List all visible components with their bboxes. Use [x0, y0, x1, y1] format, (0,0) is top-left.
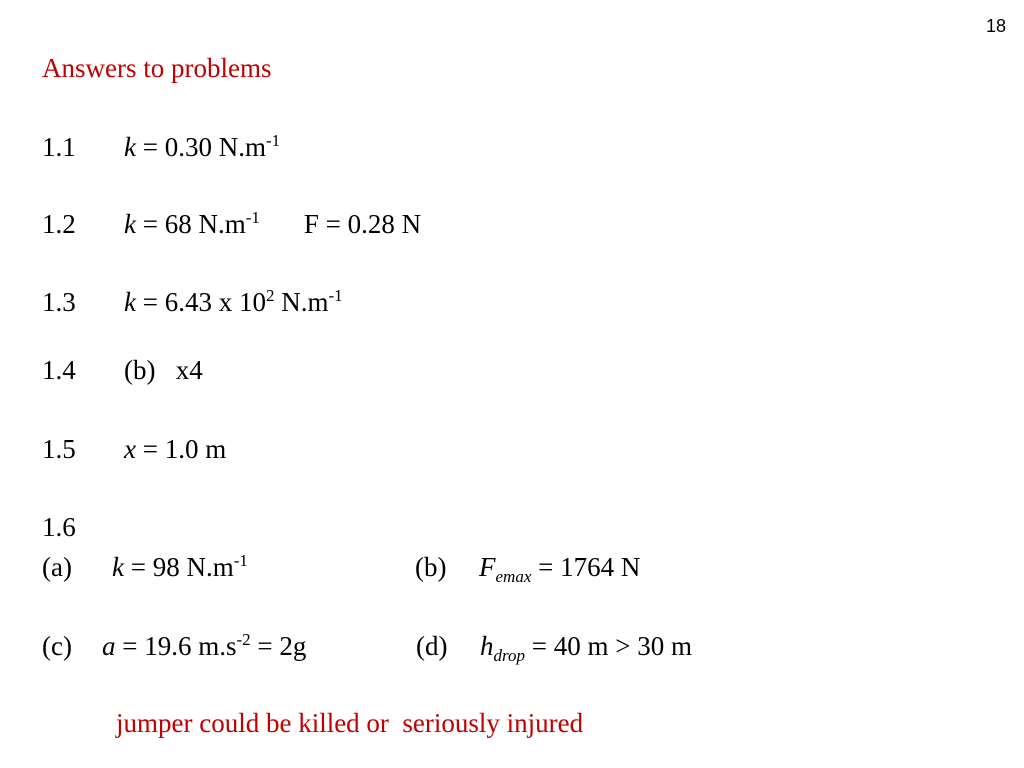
answer-value: = 0.30 N.m [142, 132, 266, 162]
answer-value: = 68 N.m [142, 209, 246, 239]
answer-number: 1.1 [42, 132, 76, 162]
part-label: (d) [416, 631, 448, 661]
part-label: (b) [415, 552, 447, 582]
answer-value: (b) x4 [124, 355, 203, 385]
subscript: drop [493, 646, 525, 665]
variable: a [102, 631, 116, 661]
answer-force: F = 0.28 N [303, 209, 422, 239]
answer-1-3 [42, 286, 343, 318]
page-number: 18 [985, 16, 1006, 36]
answer-value-2: = 2g [257, 631, 307, 661]
page-title: Answers to problems [42, 53, 272, 83]
subscript: emax [495, 567, 532, 586]
answer-1-1 [42, 131, 280, 163]
exponent: -2 [236, 630, 251, 649]
variable: k [124, 209, 136, 239]
exponent: -1 [245, 208, 260, 227]
answer-value: = 19.6 m.s [122, 631, 237, 661]
variable: k [112, 552, 124, 582]
answer-number: 1.2 [42, 209, 76, 239]
answer-1-4 [42, 354, 203, 386]
answer-1-6-b [415, 551, 641, 586]
exponent: 2 [265, 286, 275, 305]
exponent: -1 [233, 551, 248, 570]
exponent: -1 [328, 286, 343, 305]
answer-unit: N.m [274, 287, 329, 317]
answer-value: = 98 N.m [130, 552, 234, 582]
answer-1-6-ab [42, 551, 942, 586]
variable: k [124, 132, 136, 162]
answer-number: 1.4 [42, 355, 76, 385]
answer-number: 1.3 [42, 287, 76, 317]
answer-1-6-number: 1.6 [42, 512, 76, 542]
answer-value: = 1764 N [538, 552, 641, 582]
variable: x [124, 434, 136, 464]
answer-1-2 [42, 208, 421, 240]
variable: k [124, 287, 136, 317]
part-label: (a) [42, 552, 72, 582]
part-label: (c) [42, 631, 72, 661]
answer-value: = 1.0 m [142, 434, 227, 464]
answer-1-5 [42, 433, 226, 465]
variable: h [480, 631, 494, 661]
variable: F [479, 552, 496, 582]
answer-1-6-d [416, 630, 692, 665]
answer-1-6-cd [42, 630, 942, 665]
answer-value: = 6.43 x 10 [142, 287, 266, 317]
answer-number: 1.5 [42, 434, 76, 464]
answer-value: = 40 m > 30 m [531, 631, 692, 661]
exponent: -1 [265, 131, 281, 150]
conclusion-note: jumper could be killed or seriously injured [116, 708, 584, 738]
